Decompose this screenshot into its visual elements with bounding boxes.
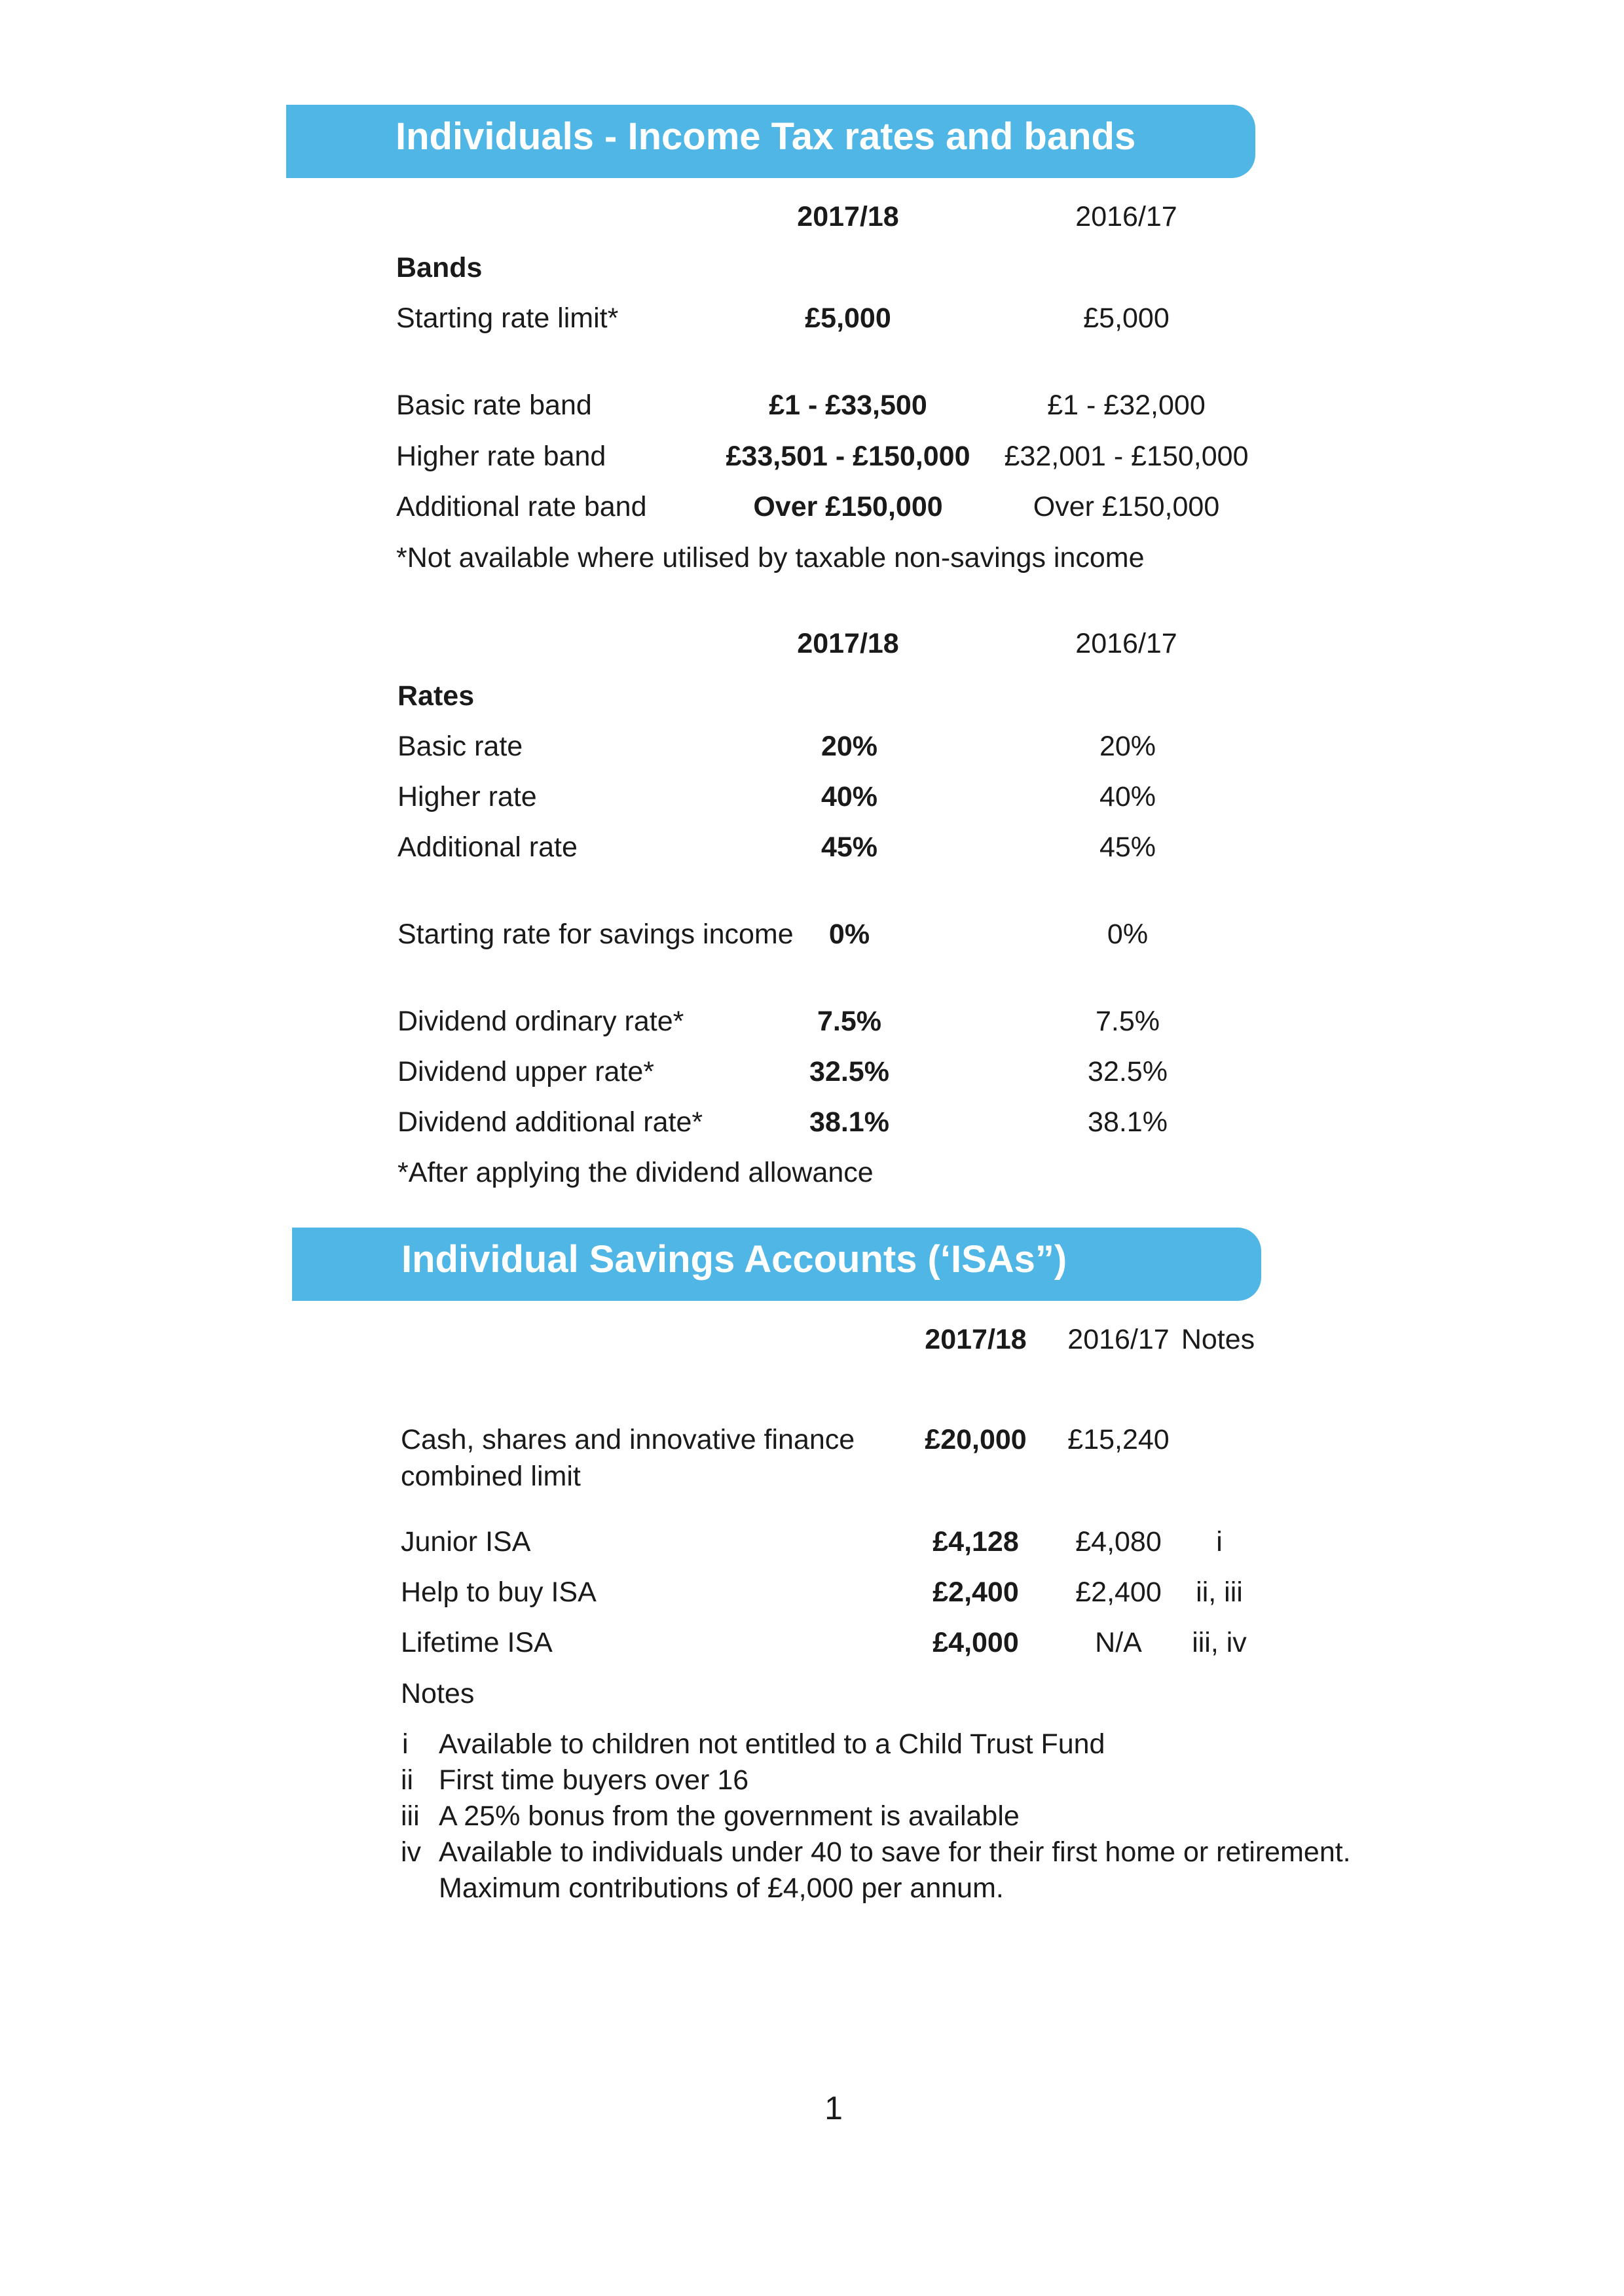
rates-row-current: 7.5% [817,1006,882,1037]
rates-row-current: 40% [821,781,878,812]
rates-section-label: Rates [397,680,475,712]
bands-row-current: Over £150,000 [753,491,943,522]
rates-row-current: 45% [821,831,878,863]
bands-col-previous: 2016/17 [1075,201,1177,232]
isa-row-notes: i [1216,1526,1223,1558]
isa-row-current: £4,128 [932,1526,1019,1558]
bands-row-label: Additional rate band [396,491,647,522]
note-text: A 25% bonus from the government is available [439,1800,1020,1832]
isa-row-current: £20,000 [925,1424,1027,1455]
rates-row-previous: 20% [1099,731,1156,762]
isa-row-previous: N/A [1095,1627,1142,1658]
rates-row-previous: 7.5% [1095,1006,1160,1037]
bands-footnote: *Not available where utilised by taxable non-savings income [396,542,1145,574]
isa-title: Individual Savings Accounts (‘ISAs”) [401,1238,1067,1281]
income-tax-title: Individuals - Income Tax rates and bands [396,115,1136,158]
bands-row-label: Starting rate limit* [396,302,619,334]
rates-row-label: Starting rate for savings income [397,919,794,950]
rates-row-previous: 0% [1107,919,1149,950]
page-number: 1 [824,2090,843,2126]
note-text: Available to individuals under 40 to save for their first home or retirement. [439,1836,1351,1868]
isa-row-label: Help to buy ISA [401,1576,597,1608]
rates-row-label: Dividend upper rate* [397,1056,655,1087]
note-text-line2: Maximum contributions of £4,000 per annum. [439,1872,1004,1904]
isa-col-previous: 2016/17 [1067,1324,1170,1355]
isa-row-current: £4,000 [932,1627,1019,1658]
bands-row-previous: £32,001 - £150,000 [1004,441,1249,472]
bands-row-current: £1 - £33,500 [769,390,927,421]
rates-col-previous: 2016/17 [1075,628,1177,659]
bands-col-current: 2017/18 [797,201,899,232]
bands-row-previous: £5,000 [1083,302,1170,334]
isa-row-previous: £4,080 [1075,1526,1162,1558]
rates-row-current: 38.1% [809,1106,889,1138]
isa-row-label-line2: combined limit [401,1461,581,1492]
rates-row-previous: 38.1% [1088,1106,1168,1138]
note-text: First time buyers over 16 [439,1764,749,1796]
isa-row-previous: £2,400 [1075,1576,1162,1608]
rates-row-label: Basic rate [397,731,523,762]
isa-row-notes: ii, iii [1196,1576,1243,1608]
rates-col-current: 2017/18 [797,628,899,659]
isa-row-label: Lifetime ISA [401,1627,553,1658]
rates-row-current: 20% [821,731,878,762]
bands-row-previous: £1 - £32,000 [1047,390,1206,421]
isa-row-label: Junior ISA [401,1526,531,1558]
isa-row-label: Cash, shares and innovative finance [401,1424,855,1455]
rates-row-label: Higher rate [397,781,537,812]
bands-section-label: Bands [396,252,483,283]
isa-col-notes: Notes [1181,1324,1255,1355]
isa-row-notes: iii, iv [1192,1627,1247,1658]
bands-row-current: £33,501 - £150,000 [726,441,970,472]
rates-row-label: Additional rate [397,831,578,863]
rates-row-previous: 45% [1099,831,1156,863]
note-text: Available to children not entitled to a Child Trust Fund [439,1728,1105,1760]
rates-row-label: Dividend additional rate* [397,1106,703,1138]
rates-row-previous: 32.5% [1088,1056,1168,1087]
note-marker: ii [401,1764,414,1796]
bands-row-current: £5,000 [805,302,891,334]
note-marker: iii [401,1800,420,1832]
rates-row-current: 32.5% [809,1056,889,1087]
bands-row-label: Basic rate band [396,390,592,421]
rates-footnote: *After applying the dividend allowance [397,1157,874,1188]
income-tax-banner [286,105,1255,178]
notes-heading: Notes [401,1678,475,1709]
note-marker: iv [401,1836,422,1868]
rates-row-current: 0% [828,919,870,950]
rates-row-previous: 40% [1099,781,1156,812]
isa-banner [292,1228,1261,1301]
isa-row-current: £2,400 [932,1576,1019,1608]
rates-row-label: Dividend ordinary rate* [397,1006,684,1037]
bands-row-previous: Over £150,000 [1033,491,1220,522]
bands-row-label: Higher rate band [396,441,606,472]
note-marker: i [402,1728,409,1760]
isa-col-current: 2017/18 [925,1324,1027,1355]
isa-row-previous: £15,240 [1067,1424,1170,1455]
